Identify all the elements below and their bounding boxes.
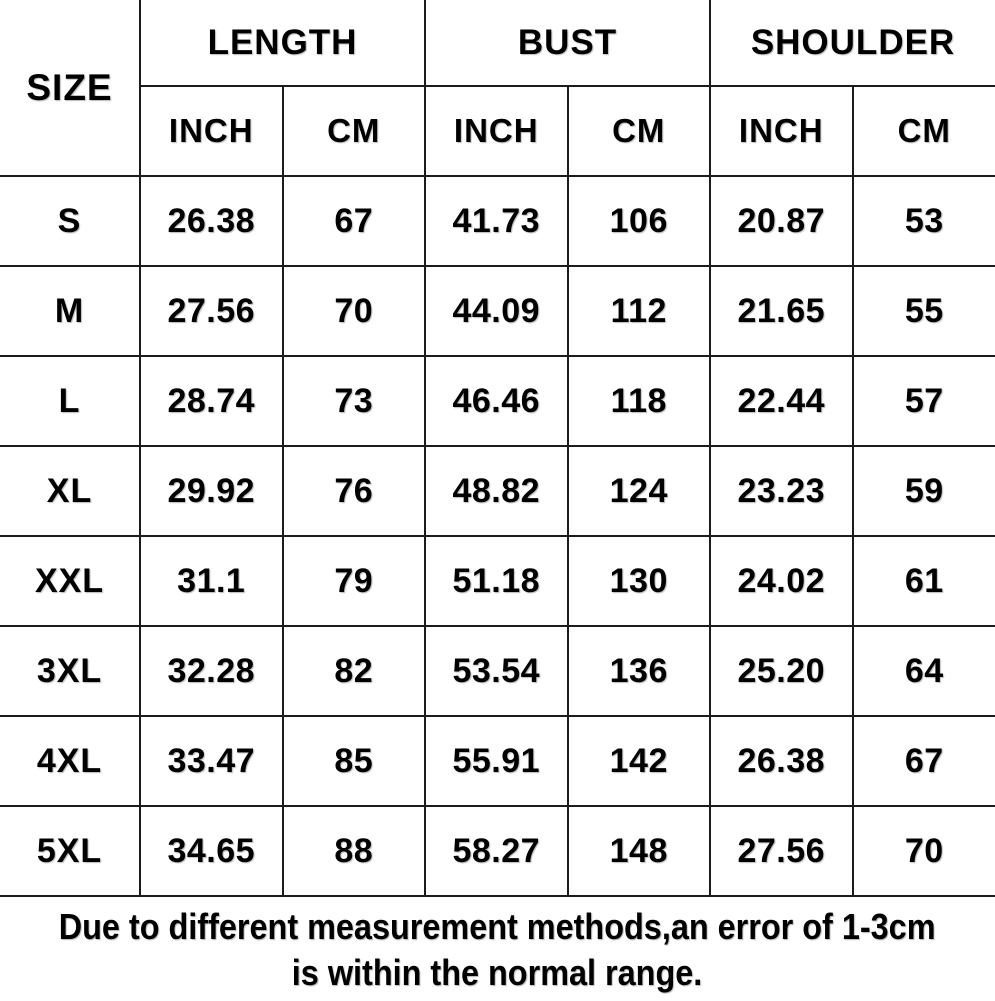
measurement-cell: 57 [853, 356, 995, 446]
measurement-note [0, 897, 995, 1001]
measurement-cell: 112 [568, 266, 711, 356]
size-column-header: SIZE [0, 0, 140, 176]
table-row [0, 716, 995, 806]
measurement-cell: 85 [283, 716, 426, 806]
table-row [0, 536, 995, 626]
table-row [0, 806, 995, 896]
measurement-cell: 24.02 [710, 536, 853, 626]
measurement-cell: 28.74 [140, 356, 283, 446]
length-cm-header: CM [283, 86, 426, 176]
measurement-cell: 55.91 [425, 716, 568, 806]
table-row [0, 446, 995, 536]
shoulder-group-header: SHOULDER [710, 0, 995, 86]
measurement-cell: 61 [853, 536, 995, 626]
length-inch-header: INCH [140, 86, 283, 176]
size-cell: L [0, 356, 140, 446]
measurement-cell: 70 [283, 266, 426, 356]
measurement-cell: 106 [568, 176, 711, 266]
measurement-cell: 67 [283, 176, 426, 266]
table-row [0, 176, 995, 266]
measurement-cell: 34.65 [140, 806, 283, 896]
measurement-cell: 53.54 [425, 626, 568, 716]
measurement-cell: 79 [283, 536, 426, 626]
size-cell: 5XL [0, 806, 140, 896]
measurement-cell: 26.38 [710, 716, 853, 806]
measurement-cell: 88 [283, 806, 426, 896]
table-row [0, 266, 995, 356]
bust-group-header: BUST [425, 0, 710, 86]
measurement-cell: 23.23 [710, 446, 853, 536]
measurement-cell: 70 [853, 806, 995, 896]
measurement-cell: 130 [568, 536, 711, 626]
measurement-cell: 51.18 [425, 536, 568, 626]
measurement-cell: 31.1 [140, 536, 283, 626]
measurement-cell: 26.38 [140, 176, 283, 266]
measurement-cell: 148 [568, 806, 711, 896]
size-cell: S [0, 176, 140, 266]
unit-header-row [0, 86, 995, 176]
measurement-cell: 27.56 [140, 266, 283, 356]
size-cell: M [0, 266, 140, 356]
measurement-cell: 27.56 [710, 806, 853, 896]
measurement-cell: 20.87 [710, 176, 853, 266]
measurement-cell: 59 [853, 446, 995, 536]
measurement-cell: 124 [568, 446, 711, 536]
group-header-row [0, 0, 995, 86]
measurement-note-line2: is within the normal range. [292, 952, 703, 993]
bust-cm-header: CM [568, 86, 711, 176]
measurement-cell: 76 [283, 446, 426, 536]
measurement-cell: 41.73 [425, 176, 568, 266]
measurement-cell: 29.92 [140, 446, 283, 536]
size-rows [0, 176, 995, 896]
table-row [0, 626, 995, 716]
measurement-cell: 82 [283, 626, 426, 716]
size-cell: XL [0, 446, 140, 536]
measurement-cell: 67 [853, 716, 995, 806]
measurement-cell: 48.82 [425, 446, 568, 536]
bust-inch-header: INCH [425, 86, 568, 176]
measurement-cell: 44.09 [425, 266, 568, 356]
measurement-cell: 55 [853, 266, 995, 356]
measurement-cell: 21.65 [710, 266, 853, 356]
table-header [0, 0, 995, 176]
measurement-cell: 142 [568, 716, 711, 806]
measurement-cell: 32.28 [140, 626, 283, 716]
measurement-cell: 46.46 [425, 356, 568, 446]
measurement-cell: 64 [853, 626, 995, 716]
size-cell: 4XL [0, 716, 140, 806]
measurement-cell: 33.47 [140, 716, 283, 806]
measurement-cell: 136 [568, 626, 711, 716]
size-cell: 3XL [0, 626, 140, 716]
shoulder-cm-header: CM [853, 86, 995, 176]
size-cell: XXL [0, 536, 140, 626]
measurement-cell: 58.27 [425, 806, 568, 896]
shoulder-inch-header: INCH [710, 86, 853, 176]
measurement-cell: 25.20 [710, 626, 853, 716]
length-group-header: LENGTH [140, 0, 425, 86]
table-row [0, 356, 995, 446]
measurement-cell: 53 [853, 176, 995, 266]
measurement-cell: 118 [568, 356, 711, 446]
measurement-cell: 22.44 [710, 356, 853, 446]
measurement-cell: 73 [283, 356, 426, 446]
measurement-note-line1: Due to different measurement methods,an error of 1-3cm [59, 906, 936, 947]
